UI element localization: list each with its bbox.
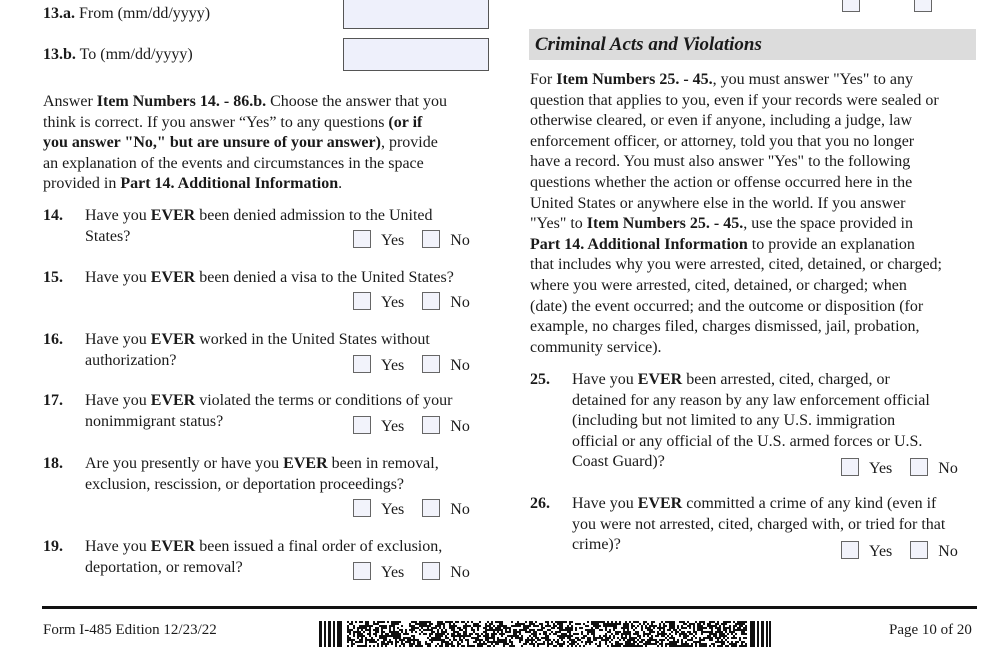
q18-answer: Yes No — [353, 499, 470, 520]
q16-answer: Yes No — [353, 355, 470, 376]
prev-question-yes-checkbox[interactable] — [842, 0, 860, 12]
q16-no-checkbox[interactable] — [422, 355, 440, 373]
page-number: Page 10 of 20 — [889, 622, 972, 638]
form-edition: Form I-485 Edition 12/23/22 — [43, 622, 217, 638]
q26-text: Have you EVER committed a crime of any kind (even if you were not arrested, cited, charged with, or tried for that crime)? — [572, 495, 946, 554]
q18-text: Are you presently or have you EVER been in removal, exclusion, rescission, or deportation proceedings? — [85, 455, 439, 493]
q25-text: Have you EVER been arrested, cited, charged, or detained for any reason by any law enforcement official (including but not limited to any U.S. immigration official or any official of the U.S. armed forces or U.S. Coast Guard)? — [572, 371, 930, 471]
q26-yes-checkbox[interactable] — [841, 541, 859, 559]
q19-no-checkbox[interactable] — [422, 562, 440, 580]
q16-yes-checkbox[interactable] — [353, 355, 371, 373]
q19-number: 19. — [43, 538, 63, 555]
q26-number: 26. — [530, 495, 550, 512]
q14-answer: Yes No — [353, 230, 470, 251]
q18-number: 18. — [43, 455, 63, 472]
q17-answer: Yes No — [353, 416, 470, 437]
prev-question-no-checkbox[interactable] — [914, 0, 932, 12]
q26-no-checkbox[interactable] — [910, 541, 928, 559]
section-header-criminal-acts: Criminal Acts and Violations — [529, 29, 976, 60]
q15-yes-checkbox[interactable] — [353, 292, 371, 310]
left-instructions: Answer Item Numbers 14. - 86.b. Choose the answer that you think is correct. If you answer “Yes” to any questions (or if you answer "No," but are unsure of your answer), provide an explanation of the events and circumstances in the space provided in Part 14. Additional Information. — [43, 93, 447, 192]
footer-divider — [42, 606, 977, 609]
q15-no-checkbox[interactable] — [422, 292, 440, 310]
q14-text: Have you EVER been denied admission to the United States? — [85, 207, 433, 245]
q25-no-checkbox[interactable] — [910, 458, 928, 476]
q16-text: Have you EVER worked in the United States without authorization? — [85, 331, 430, 369]
q17-yes-checkbox[interactable] — [353, 416, 371, 434]
q15-text: Have you EVER been denied a visa to the United States? — [85, 269, 454, 286]
q15-answer: Yes No — [353, 292, 470, 313]
q26-answer: Yes No — [841, 541, 958, 562]
q19-text: Have you EVER been issued a final order of exclusion, deportation, or removal? — [85, 538, 443, 576]
q25-yes-checkbox[interactable] — [841, 458, 859, 476]
item-13a-label: 13.a. From (mm/dd/yyyy) — [43, 5, 211, 22]
barcode-image — [319, 621, 771, 647]
from-date-input[interactable] — [343, 0, 489, 29]
right-instructions: For Item Numbers 25. - 45., you must answer "Yes" to any question that applies to you, even if your records were sealed or otherwise cleared, or even if anyone, including a judge, law enforcement officer, or attorney, told you that you no longer have a record. You must also answer "Yes" to the following questions whether the action or offense occurred here in the United States or anywhere else in the world. If you answer "Yes" to Item Numbers 25. - 45., use the space provided in Part 14. Additional Information to provide an explanation that includes why you were arrested, cited, detained, or charged; where you were arrested, cited, detained, or charged; when (date) the event occurred; and the outcome or disposition (for example, no charges filed, charges dismissed, jail, probation, community service). — [530, 71, 942, 356]
q17-number: 17. — [43, 392, 63, 409]
q17-no-checkbox[interactable] — [422, 416, 440, 434]
q19-answer: Yes No — [353, 562, 470, 583]
to-date-input[interactable] — [343, 38, 489, 71]
q15-number: 15. — [43, 269, 63, 286]
q14-no-checkbox[interactable] — [422, 230, 440, 248]
q19-yes-checkbox[interactable] — [353, 562, 371, 580]
item-13b-label: 13.b. To (mm/dd/yyyy) — [43, 46, 193, 63]
q18-yes-checkbox[interactable] — [353, 499, 371, 517]
q25-answer: Yes No — [841, 458, 958, 479]
q18-no-checkbox[interactable] — [422, 499, 440, 517]
q14-yes-checkbox[interactable] — [353, 230, 371, 248]
q25-number: 25. — [530, 371, 550, 388]
q16-number: 16. — [43, 331, 63, 348]
q17-text: Have you EVER violated the terms or conditions of your nonimmigrant status? — [85, 392, 453, 430]
q14-number: 14. — [43, 207, 63, 224]
